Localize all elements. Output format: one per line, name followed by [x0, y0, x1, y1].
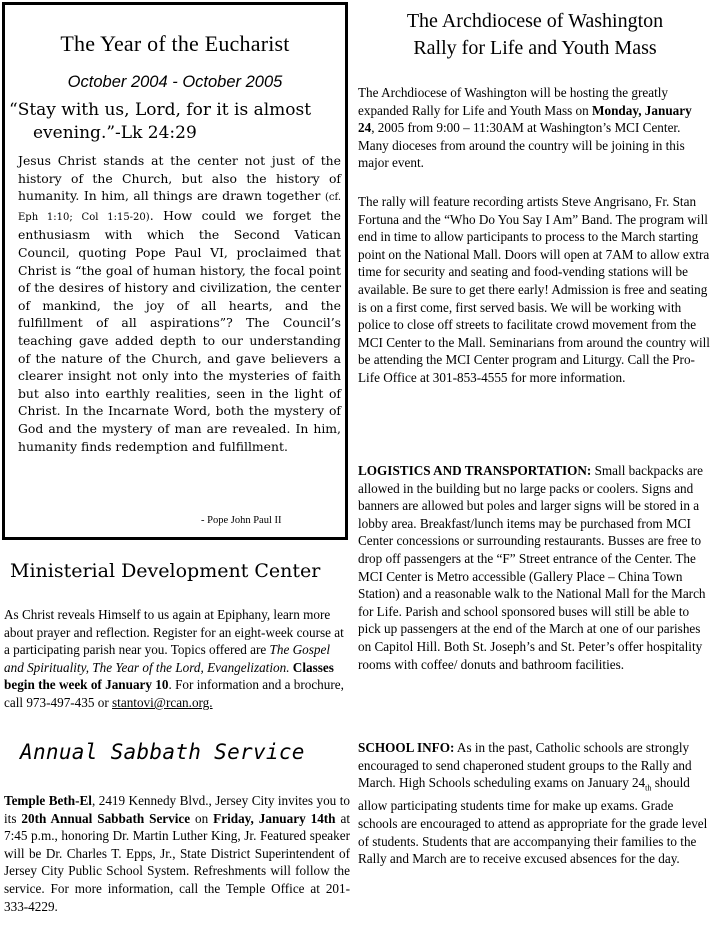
sabbath-temple-name: Temple Beth-El	[4, 793, 92, 808]
ministerial-topics: The Gospel and Spirituality, The Year of the Lord, Evangelization.	[4, 642, 330, 675]
rally-paragraph-program: The rally will feature recording artists Steve Angrisano, Fr. Stan Fortuna and the “Who Do You Say I Am” Band. The program will end in time to allow participants to process to the March starting point on the National Mall. Doors will open at 7AM to allow extra time for security and seating and food-vending stations will be available. Be sure to get there early! Admission is free and seating is on a first come, first served basis. We will be working with police to close off streets to facilitate crowd movement from the MCI Center to the Mall. Seminarians from around the country will be attending the MCI Center program and Liturgy. Call the Pro-Life Office at 301-853-4555 for more information.	[358, 194, 710, 385]
school-info-ordinal: th	[645, 783, 652, 793]
school-info-text-a: As in the past, Catholic schools are strongly encouraged to send chaperoned student groups to the Rally and March. High Schools scheduling exams on January 24	[358, 740, 692, 791]
eucharist-quote: “Stay with us, Lord, for it is almost evening.”-Lk 24:29	[9, 100, 312, 143]
logistics-text: Small backpacks are allowed in the building but no large packs or coolers. Signs and banners are allowed but poles and larger signs will be stored in a lobby area. Breakfast/lunch items may be purchased from MCI Center concessions or surrounding restaurants. Busses are free to drop off passengers at the “F” Street entrance of the Center. The MCI Center is Metro accessible (Gallery Place – China Town Station) and a reasonable walk to the National Mall for the March for Life. Parish and school sponsored buses will still be able to pick up passengers at the end of the March at one of our parishes on Capitol Hill. Both St. Joseph’s and St. Peter’s offer hospitality rooms with coffee/ donuts and bathroom facilities.	[358, 463, 706, 672]
ministerial-text-2: . For information and a brochure, call 973-497-435 or	[4, 677, 344, 710]
ministerial-email-link[interactable]: stantovi@rcan.org.	[112, 694, 213, 710]
rally-title-line2: Rally for Life and Youth Mass	[413, 37, 657, 59]
school-info-heading: SCHOOL INFO:	[358, 740, 455, 755]
rally-paragraph-school	[358, 739, 710, 868]
eucharist-box	[2, 2, 348, 540]
eucharist-body	[18, 152, 341, 455]
rally-p1-text-b: , 2005 from 9:00 – 11:30AM at Washington’s MCI Center. Many dioceses from around the country will be joining in this major event.	[358, 120, 685, 171]
eucharist-citation: (cf. Eph 1:10; Col 1:15-20)	[18, 192, 341, 223]
eucharist-dates: October 2004 - October 2005	[67, 73, 283, 91]
sabbath-service-name: 20th Annual Sabbath Service	[21, 810, 191, 826]
rally-title-line1: The Archdiocese of Washington	[406, 10, 664, 32]
rally-title	[360, 8, 710, 62]
sabbath-text-2: on	[190, 810, 214, 826]
sabbath-text-1: , 2419 Kennedy Blvd., Jersey City invites you to its	[4, 793, 350, 826]
logistics-heading: LOGISTICS AND TRANSPORTATION:	[358, 463, 592, 478]
sabbath-paragraph	[4, 792, 350, 915]
eucharist-body-part1: Jesus Christ stands at the center not just of the history of the Church, but also the history of humanity. In him, all things are drawn together	[18, 153, 341, 204]
sabbath-heading: Annual Sabbath Service	[20, 740, 305, 764]
rally-paragraph-logistics	[358, 462, 710, 673]
ministerial-paragraph	[4, 606, 348, 712]
sabbath-text-3: at 7:45 p.m., honoring Dr. Martin Luther King, Jr. Featured speaker will be Dr. Charles T. Epps, Jr., State District Superintendent of Jersey City Public School System. Refreshments will follow the service. For more information, call the Temple Office at 201-333-4229.	[4, 810, 350, 914]
eucharist-signature: - Pope John Paul II	[201, 515, 282, 526]
ministerial-heading: Ministerial Development Center	[10, 560, 321, 582]
rally-paragraph-intro	[358, 84, 710, 172]
eucharist-title: The Year of the Eucharist	[60, 31, 290, 56]
ministerial-text-1: As Christ reveals Himself to us again at Epiphany, learn more about prayer and reflection. Register for an eight-week course at a participating parish near you. Topics offered are	[4, 607, 344, 658]
school-info-text-b: should allow participating students time for make up exams. Grade schools are encouraged to attend as appropriate for the grade level of students. Students that are accompanying their families to the Rally and March are to receive excused absences for the day.	[358, 775, 708, 867]
rally-date: Monday, January 24	[358, 102, 692, 136]
rally-p1-text-a: The Archdiocese of Washington will be hosting the greatly expanded Rally for Life and Youth Mass on	[358, 85, 668, 118]
eucharist-body-part2: . How could we forget the enthusiasm with which the Second Vatican Council, quoting Pope Paul VI, proclaimed that Christ is “the goal of human history, the focal point of the desires of history and civilization, the center of mankind, the joy of all hearts, and the fulfillment of all aspirations”? The Council’s teaching gave added depth to our understanding of the nature of the Church, and gave believers a clearer insight not only into the mysteries of faith but also into earthly realities, seen in the light of Christ. In the Incarnate Word, both the mystery of God and the mystery of man are revealed. In him, humanity finds redemption and fulfillment.	[18, 207, 341, 454]
ministerial-classes-start: Classes begin the week of January 10	[4, 659, 334, 693]
sabbath-date: Friday, January 14th	[213, 810, 336, 826]
